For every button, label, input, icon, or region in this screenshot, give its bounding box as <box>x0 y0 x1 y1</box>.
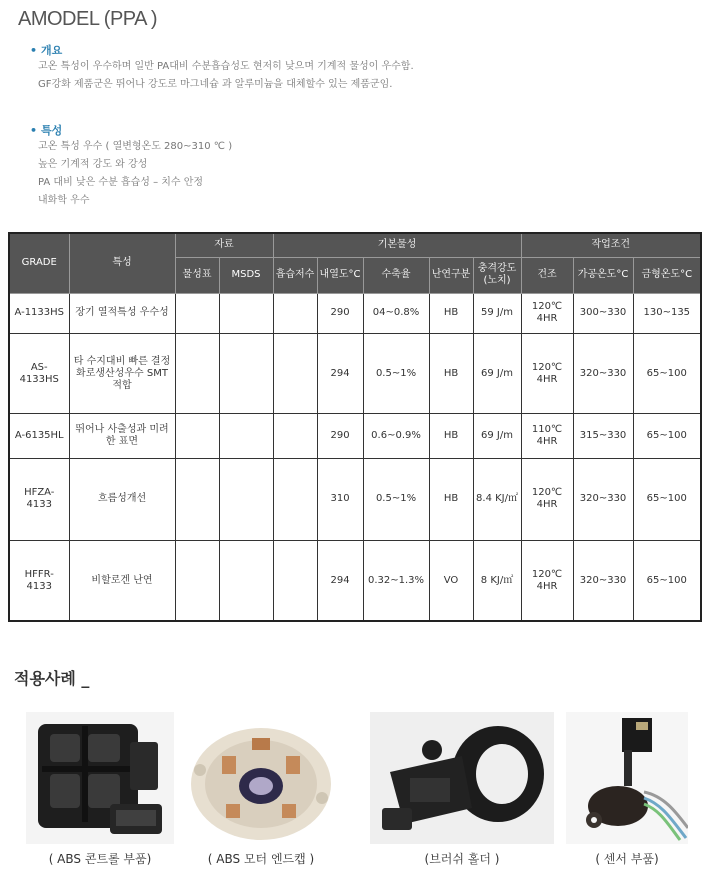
overview-line: 고온 특성이 우수하며 일반 PA대비 수분흡습성도 현저히 낮으며 기계적 물성이 우수함. <box>38 61 414 72</box>
cell-datasheet <box>175 333 219 413</box>
cell-msds <box>219 458 273 540</box>
cell-dry: 120℃ 4HR <box>521 293 573 333</box>
cell-dry: 120℃ 4HR <box>521 541 573 621</box>
cell-process-temp: 320~330 <box>573 541 633 621</box>
features-line: 내화학 우수 <box>38 195 90 206</box>
cell-impact: 8 KJ/㎡ <box>473 541 521 621</box>
header-absorption: 흡습저수 <box>273 257 317 293</box>
cell-dry: 110℃ 4HR <box>521 414 573 458</box>
cell-flame: HB <box>429 333 473 413</box>
header-feature: 특성 <box>69 233 175 293</box>
case-caption-sensor: ( 센서 부품) <box>595 852 659 866</box>
features-line: 고온 특성 우수 ( 열변형온도 280~310 ℃ ) <box>38 141 233 152</box>
cell-dry: 120℃ 4HR <box>521 333 573 413</box>
cell-msds <box>219 293 273 333</box>
cell-shrink: 04~0.8% <box>363 293 429 333</box>
header-msds: MSDS <box>219 257 273 293</box>
cell-impact: 69 J/m <box>473 333 521 413</box>
cell-heat: 294 <box>317 333 363 413</box>
cell-datasheet <box>175 541 219 621</box>
case-caption-abs-motor-endcap: ( ABS 모터 엔드캡 ) <box>207 852 315 866</box>
cell-absorption <box>273 414 317 458</box>
features-line: PA 대비 낮은 수분 흡습성 – 치수 안정 <box>38 177 204 188</box>
cell-absorption <box>273 458 317 540</box>
cell-flame: HB <box>429 293 473 333</box>
brush-holder-photo <box>370 712 554 844</box>
cell-mold-temp: 65~100 <box>633 541 701 621</box>
sensor-part-photo <box>566 712 688 844</box>
cell-process-temp: 320~330 <box>573 333 633 413</box>
features-heading: 특성 <box>41 124 63 137</box>
cell-absorption <box>273 333 317 413</box>
header-work: 작업조건 <box>521 233 701 257</box>
cell-feature: 장기 열적특성 우수성 <box>69 293 175 333</box>
cell-mold-temp: 130~135 <box>633 293 701 333</box>
header-basic: 기본물성 <box>273 233 521 257</box>
cell-impact: 59 J/m <box>473 293 521 333</box>
cell-heat: 290 <box>317 293 363 333</box>
cell-flame: VO <box>429 541 473 621</box>
cell-msds <box>219 414 273 458</box>
cell-datasheet <box>175 458 219 540</box>
table-row <box>9 333 701 413</box>
cell-heat: 294 <box>317 541 363 621</box>
cell-heat: 290 <box>317 414 363 458</box>
overview-line: GF강화 제품군은 뛰어나 강도로 마그네슘 과 알루미늄을 대체할수 있는 제품군임. <box>38 79 393 90</box>
header-heat: 내열도°C <box>317 257 363 293</box>
abs-motor-endcap-photo <box>186 712 336 844</box>
spec-table <box>8 232 702 622</box>
features-line: 높은 기계적 강도 와 강성 <box>38 159 148 170</box>
header-material: 자료 <box>175 233 273 257</box>
cell-grade: HFFR-4133 <box>9 541 69 621</box>
overview-heading: 개요 <box>41 44 63 57</box>
cell-absorption <box>273 541 317 621</box>
cell-absorption <box>273 293 317 333</box>
cell-msds <box>219 333 273 413</box>
cell-flame: HB <box>429 458 473 540</box>
cell-mold-temp: 65~100 <box>633 458 701 540</box>
bullet-icon: • <box>30 44 38 57</box>
header-flame: 난연구분 <box>429 257 473 293</box>
page-title: AMODEL (PPA ) <box>18 8 158 30</box>
cell-shrink: 0.6~0.9% <box>363 414 429 458</box>
cell-process-temp: 320~330 <box>573 458 633 540</box>
cell-grade: A-6135HL <box>9 414 69 458</box>
bullet-icon: • <box>30 124 38 137</box>
overview-section <box>30 42 414 94</box>
cell-flame: HB <box>429 414 473 458</box>
cell-impact: 8.4 KJ/㎡ <box>473 458 521 540</box>
table-row <box>9 458 701 540</box>
cell-process-temp: 300~330 <box>573 293 633 333</box>
cell-shrink: 0.32~1.3% <box>363 541 429 621</box>
case-caption-brush-holder: (브러쉬 홀더 ) <box>424 852 500 866</box>
cell-mold-temp: 65~100 <box>633 414 701 458</box>
cell-feature: 비할로겐 난연 <box>69 541 175 621</box>
cell-process-temp: 315~330 <box>573 414 633 458</box>
cell-feature: 뛰어나 사출성과 미려한 표면 <box>69 414 175 458</box>
cell-datasheet <box>175 293 219 333</box>
case-caption-abs-control: ( ABS 콘트롤 부품) <box>48 852 152 866</box>
cell-heat: 310 <box>317 458 363 540</box>
header-datasheet: 물성표 <box>175 257 219 293</box>
cell-shrink: 0.5~1% <box>363 458 429 540</box>
cell-impact: 69 J/m <box>473 414 521 458</box>
header-grade: GRADE <box>9 233 69 293</box>
cases-title: 적용사례 _ <box>14 669 90 688</box>
cell-grade: A-1133HS <box>9 293 69 333</box>
table-row <box>9 414 701 458</box>
cell-grade: AS-4133HS <box>9 333 69 413</box>
cell-feature: 타 수지대비 빠른 결정화로생산성우수 SMT 적합 <box>69 333 175 413</box>
features-section <box>30 122 232 210</box>
header-dry: 건조 <box>521 257 573 293</box>
table-row <box>9 293 701 333</box>
header-shrink: 수축율 <box>363 257 429 293</box>
cell-msds <box>219 541 273 621</box>
abs-control-part-photo <box>26 712 174 844</box>
cell-dry: 120℃ 4HR <box>521 458 573 540</box>
cell-shrink: 0.5~1% <box>363 333 429 413</box>
cell-feature: 흐름성개선 <box>69 458 175 540</box>
cell-grade: HFZA-4133 <box>9 458 69 540</box>
cell-datasheet <box>175 414 219 458</box>
cell-mold-temp: 65~100 <box>633 333 701 413</box>
header-mold-temp: 금형온도°C <box>633 257 701 293</box>
table-row <box>9 541 701 621</box>
header-process-temp: 가공온도°C <box>573 257 633 293</box>
header-impact: 충격강도(노치) <box>473 257 521 293</box>
